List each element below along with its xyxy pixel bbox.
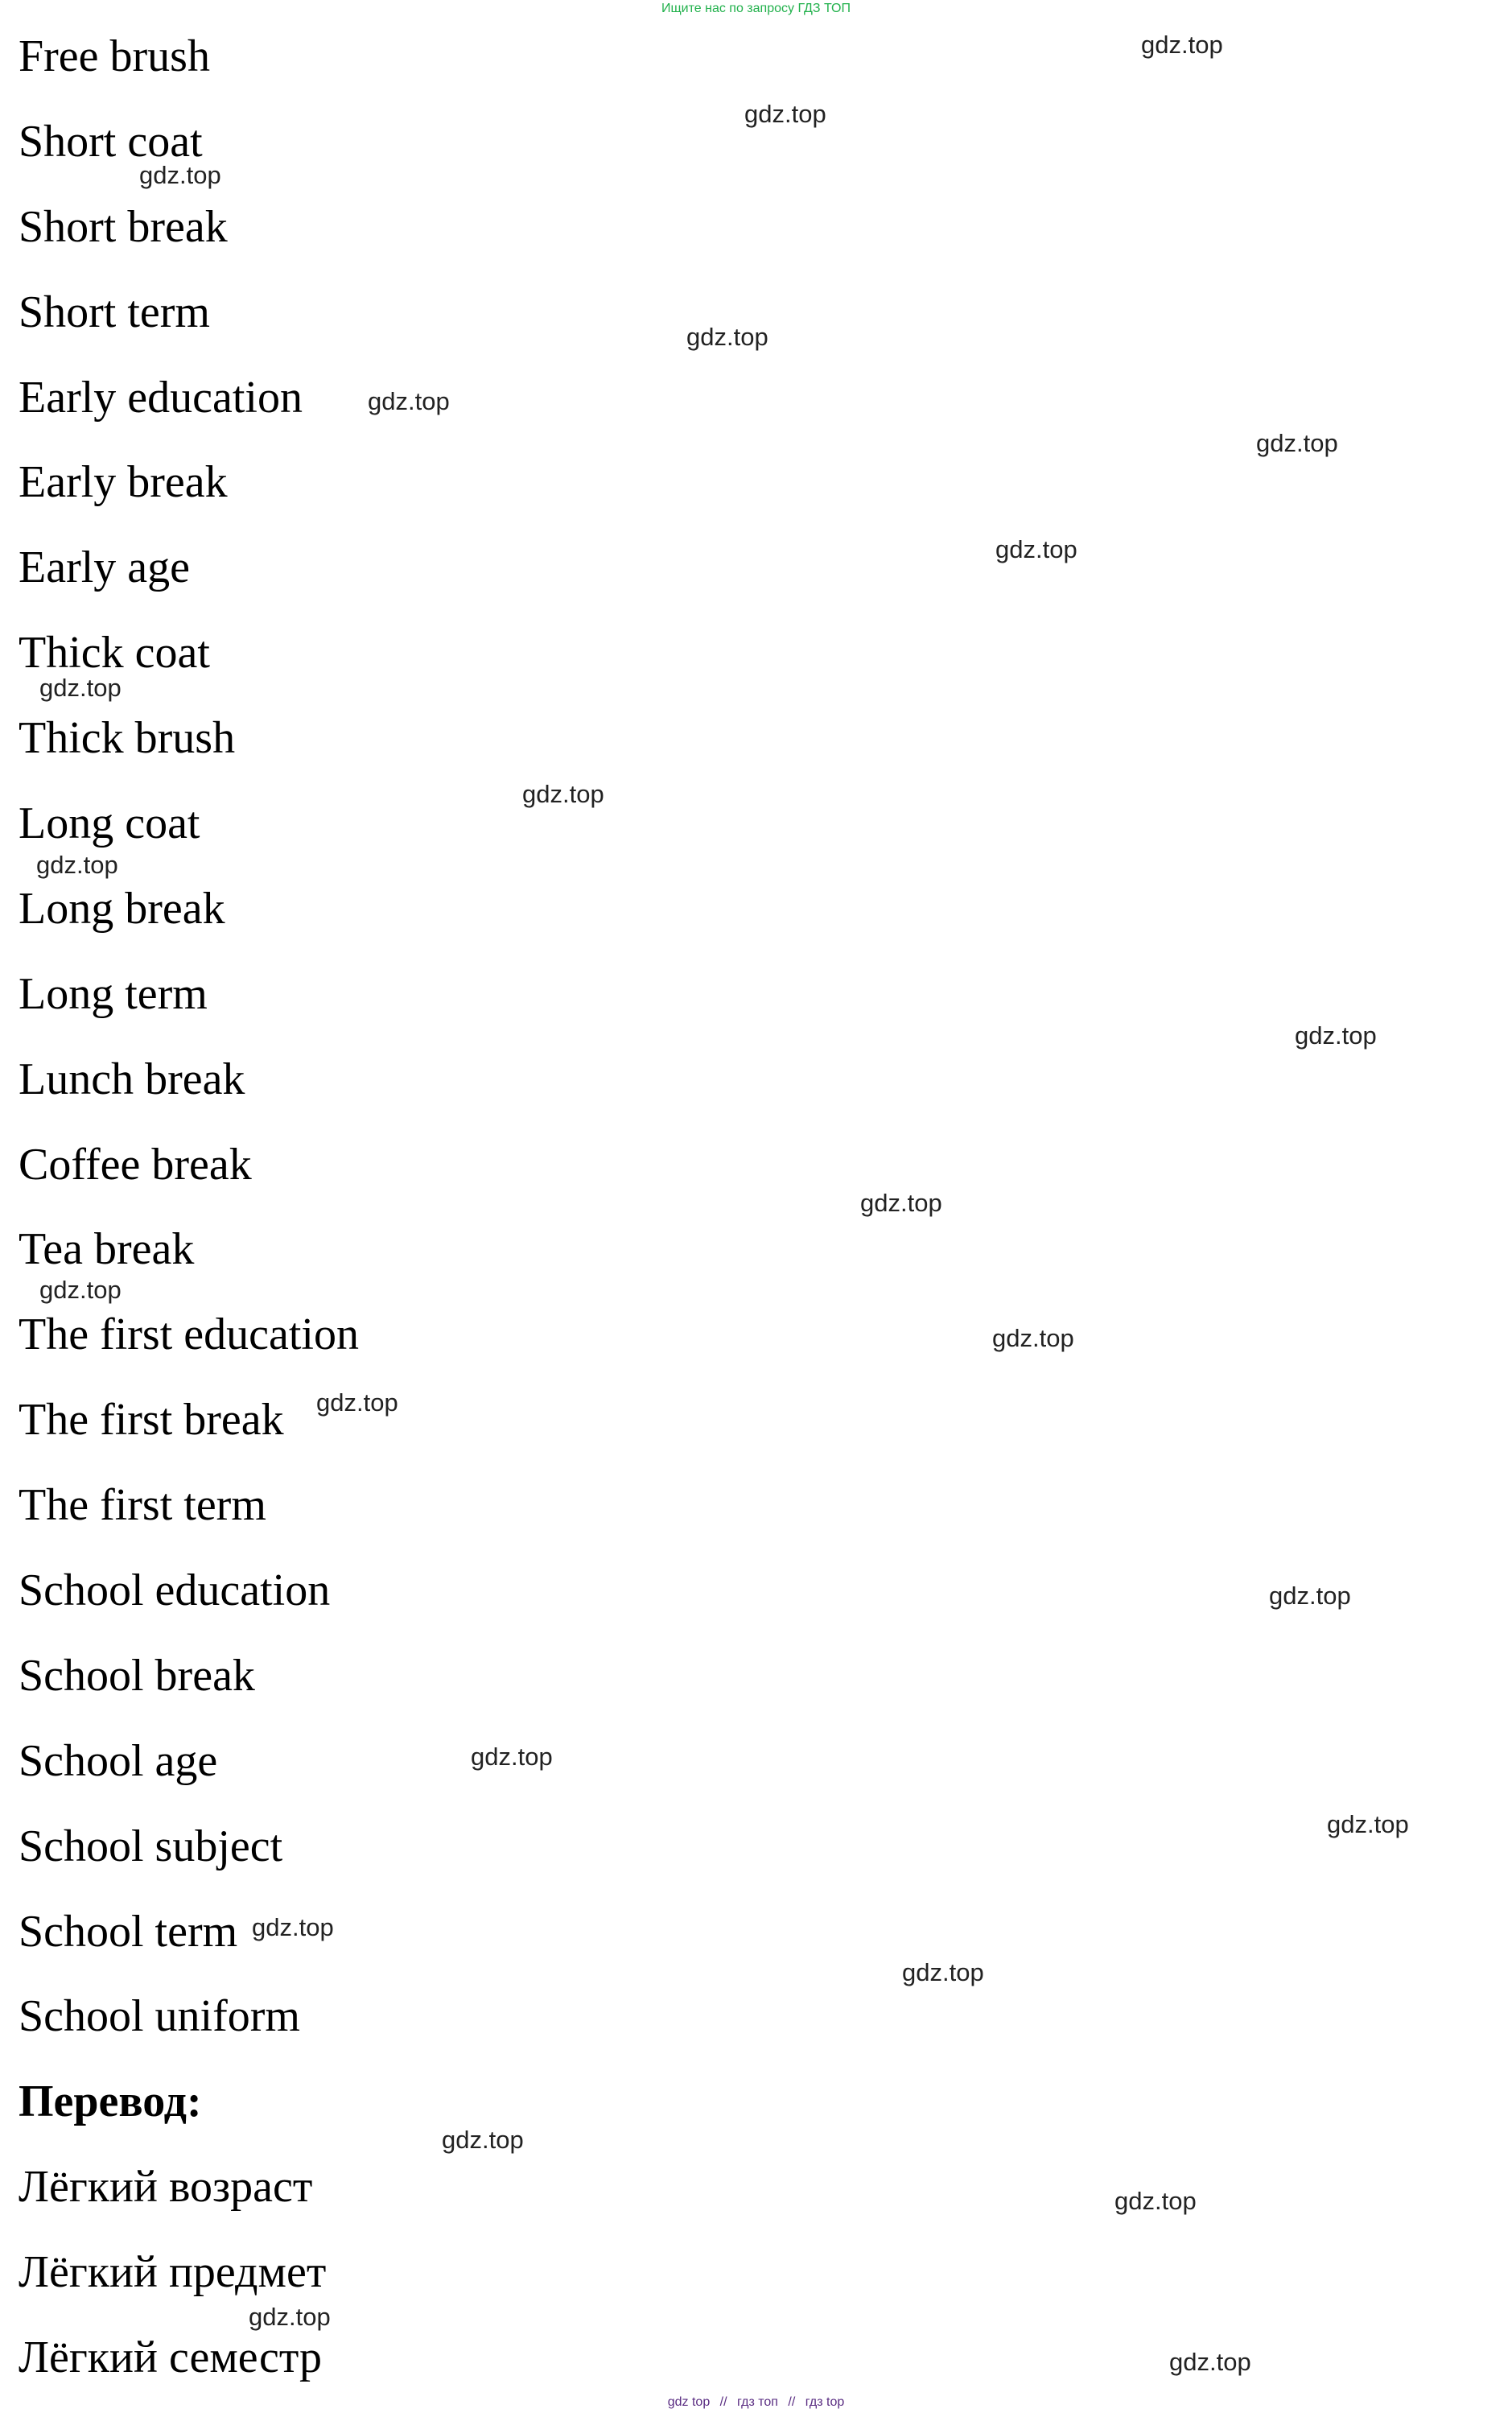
watermark: gdz.top [252, 1913, 334, 1941]
answer-list [19, 24, 359, 2411]
watermark: gdz.top [1256, 429, 1338, 457]
top-banner: Ищите нас по запросу ГДЗ ТОП [661, 2, 851, 15]
list-item: Lunch break [19, 1054, 245, 1104]
list-item: The first term [19, 1480, 266, 1531]
list-item: The first break [19, 1395, 284, 1446]
footer-link[interactable]: гдз top [805, 2395, 845, 2409]
list-item: Tea break [19, 1224, 195, 1275]
translation-item: Лёгкий возраст [19, 2162, 313, 2213]
watermark: gdz.top [368, 387, 450, 415]
list-item: School uniform [19, 1991, 300, 2042]
translation-item: Лёгкий семестр [19, 2332, 323, 2383]
translation-heading: Перевод: [19, 2077, 202, 2127]
list-item: Thick coat [19, 628, 210, 678]
list-item: Early age [19, 542, 190, 593]
watermark: gdz.top [39, 674, 122, 702]
translation-item: Лёгкий предмет [19, 2247, 327, 2298]
list-item: School education [19, 1565, 331, 1616]
watermark: gdz.top [744, 100, 826, 128]
list-item: Long coat [19, 798, 200, 849]
watermark: gdz.top [139, 161, 221, 189]
list-item: Coffee break [19, 1139, 252, 1190]
footer-separator: // [719, 2395, 727, 2409]
list-item: Long break [19, 883, 225, 934]
footer-link[interactable]: гдз топ [737, 2395, 778, 2409]
watermark: gdz.top [1169, 2348, 1251, 2376]
watermark: gdz.top [992, 1324, 1074, 1352]
footer-separator: // [788, 2395, 796, 2409]
list-item: School break [19, 1650, 255, 1701]
list-item: Short break [19, 201, 228, 252]
watermark: gdz.top [36, 851, 118, 879]
watermark: gdz.top [902, 1958, 984, 1986]
list-item: Early education [19, 372, 303, 423]
watermark: gdz.top [471, 1743, 553, 1771]
watermark: gdz.top [316, 1388, 398, 1417]
watermark: gdz.top [995, 535, 1077, 563]
watermark: gdz.top [860, 1189, 942, 1217]
list-item: Thick brush [19, 713, 236, 764]
watermark: gdz.top [1269, 1582, 1351, 1610]
watermark: gdz.top [686, 323, 768, 351]
list-item: Long term [19, 968, 208, 1019]
list-item: School subject [19, 1821, 283, 1871]
footer-link[interactable]: gdz top [667, 2395, 711, 2409]
list-item: Free brush [19, 31, 210, 81]
watermark: gdz.top [522, 780, 604, 808]
list-item: Short term [19, 287, 210, 337]
watermark: gdz.top [39, 1276, 122, 1304]
watermark: gdz.top [1114, 2187, 1197, 2215]
watermark: gdz.top [249, 2303, 331, 2331]
list-item: Short coat [19, 116, 203, 167]
watermark: gdz.top [1295, 1021, 1377, 1050]
list-item: School term [19, 1906, 238, 1957]
watermark: gdz.top [442, 2126, 524, 2154]
list-item: The first education [19, 1310, 359, 1360]
footer-links [0, 2395, 1512, 2410]
list-item: Early break [19, 457, 228, 508]
watermark: gdz.top [1141, 31, 1223, 59]
list-item: School age [19, 1735, 218, 1786]
watermark: gdz.top [1327, 1810, 1409, 1838]
